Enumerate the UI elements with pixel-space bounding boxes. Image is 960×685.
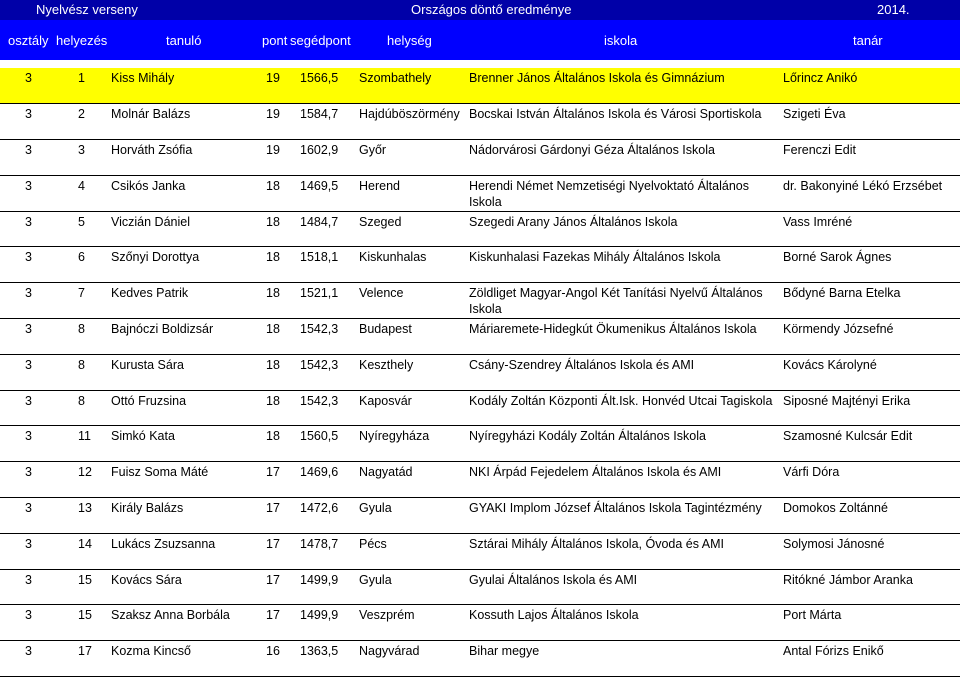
cell-helyseg: Hajdúböszörmény [357, 104, 467, 140]
cell-tanulo: Molnár Balázs [108, 104, 266, 140]
col-pont: pont [262, 33, 288, 48]
cell-tanulo: Kozma Kincső [108, 641, 266, 677]
table-row [0, 175, 960, 211]
cell-helyezes: 11 [70, 426, 108, 462]
table-row [0, 498, 960, 534]
cell-tanar: Lőrincz Anikó [777, 68, 960, 104]
table-row [0, 104, 960, 140]
cell-segedpont: 1560,5 [296, 426, 357, 462]
cell-helyseg: Velence [357, 283, 467, 319]
cell-segedpont: 1542,3 [296, 319, 357, 355]
cell-helyezes: 15 [70, 605, 108, 641]
cell-helyezes: 8 [70, 319, 108, 355]
cell-tanar: Antal Fórizs Enikő [777, 641, 960, 677]
col-tanulo: tanuló [166, 33, 202, 48]
cell-iskola: Brenner János Általános Iskola és Gimnázium [467, 68, 777, 104]
cell-osztaly: 3 [0, 140, 70, 176]
cell-osztaly: 3 [0, 605, 70, 641]
cell-pont: 16 [266, 641, 296, 677]
table-row [0, 354, 960, 390]
cell-tanulo: Bajnóczi Boldizsár [108, 319, 266, 355]
col-iskola: iskola [604, 33, 638, 48]
cell-tanar: Port Márta [777, 605, 960, 641]
cell-helyseg: Pécs [357, 533, 467, 569]
cell-tanar: Vass Imréné [777, 211, 960, 247]
competition-title: Nyelvész verseny [36, 2, 138, 17]
cell-helyseg: Keszthely [357, 354, 467, 390]
cell-iskola: Bocskai István Általános Iskola és Városi Sportiskola [467, 104, 777, 140]
cell-pont: 18 [266, 319, 296, 355]
cell-pont: 17 [266, 569, 296, 605]
table-row [0, 605, 960, 641]
cell-helyezes: 7 [70, 283, 108, 319]
cell-segedpont: 1484,7 [296, 211, 357, 247]
cell-iskola: Bihar megye [467, 641, 777, 677]
cell-tanulo: Kedves Patrik [108, 283, 266, 319]
cell-tanar: Kovács Károlyné [777, 354, 960, 390]
cell-osztaly: 3 [0, 641, 70, 677]
cell-osztaly: 3 [0, 498, 70, 534]
cell-segedpont: 1584,7 [296, 104, 357, 140]
cell-pont: 17 [266, 462, 296, 498]
cell-helyezes: 5 [70, 211, 108, 247]
cell-iskola: Nyíregyházi Kodály Zoltán Általános Iskola [467, 426, 777, 462]
cell-iskola: NKI Árpád Fejedelem Általános Iskola és AMI [467, 462, 777, 498]
cell-tanar: Siposné Majtényi Erika [777, 390, 960, 426]
cell-helyseg: Kaposvár [357, 390, 467, 426]
cell-tanulo: Szőnyi Dorottya [108, 247, 266, 283]
cell-helyezes: 14 [70, 533, 108, 569]
cell-pont: 18 [266, 426, 296, 462]
cell-tanulo: Kiss Mihály [108, 68, 266, 104]
cell-pont: 17 [266, 498, 296, 534]
cell-helyseg: Nagyvárad [357, 641, 467, 677]
cell-iskola: Kiskunhalasi Fazekas Mihály Általános Iskola [467, 247, 777, 283]
cell-pont: 17 [266, 605, 296, 641]
cell-tanulo: Lukács Zsuzsanna [108, 533, 266, 569]
cell-osztaly: 3 [0, 247, 70, 283]
cell-tanar: Domokos Zoltánné [777, 498, 960, 534]
cell-helyseg: Budapest [357, 319, 467, 355]
cell-tanulo: Ottó Fruzsina [108, 390, 266, 426]
cell-helyseg: Nyíregyháza [357, 426, 467, 462]
cell-osztaly: 3 [0, 354, 70, 390]
table-row [0, 140, 960, 176]
cell-osztaly: 3 [0, 569, 70, 605]
cell-pont: 18 [266, 175, 296, 211]
cell-helyezes: 4 [70, 175, 108, 211]
cell-tanar: Szamosné Kulcsár Edit [777, 426, 960, 462]
cell-segedpont: 1472,6 [296, 498, 357, 534]
table-row [0, 569, 960, 605]
cell-segedpont: 1518,1 [296, 247, 357, 283]
cell-iskola: Gyulai Általános Iskola és AMI [467, 569, 777, 605]
table-row [0, 641, 960, 677]
cell-tanulo: Csikós Janka [108, 175, 266, 211]
cell-iskola: Csány-Szendrey Általános Iskola és AMI [467, 354, 777, 390]
cell-helyseg: Gyula [357, 498, 467, 534]
cell-helyezes: 15 [70, 569, 108, 605]
cell-iskola: Máriaremete-Hidegkút Ökumenikus Általános Iskola [467, 319, 777, 355]
cell-osztaly: 3 [0, 211, 70, 247]
col-osztaly: osztály [8, 33, 49, 48]
cell-tanulo: Simkó Kata [108, 426, 266, 462]
cell-iskola: Herendi Német Nemzetiségi Nyelvoktató Általános Iskola [467, 175, 777, 211]
table-row [0, 247, 960, 283]
cell-helyseg: Szombathely [357, 68, 467, 104]
cell-tanar: Várfi Dóra [777, 462, 960, 498]
cell-tanar: Ritókné Jámbor Aranka [777, 569, 960, 605]
cell-segedpont: 1363,5 [296, 641, 357, 677]
cell-helyseg: Szeged [357, 211, 467, 247]
cell-tanulo: Kovács Sára [108, 569, 266, 605]
cell-segedpont: 1499,9 [296, 569, 357, 605]
cell-segedpont: 1542,3 [296, 390, 357, 426]
cell-segedpont: 1602,9 [296, 140, 357, 176]
cell-pont: 18 [266, 211, 296, 247]
cell-tanulo: Király Balázs [108, 498, 266, 534]
cell-osztaly: 3 [0, 390, 70, 426]
cell-iskola: GYAKI Implom József Általános Iskola Tagintézmény [467, 498, 777, 534]
cell-helyezes: 8 [70, 354, 108, 390]
cell-iskola: Nádorvárosi Gárdonyi Géza Általános Iskola [467, 140, 777, 176]
cell-helyezes: 13 [70, 498, 108, 534]
cell-pont: 19 [266, 140, 296, 176]
table-row [0, 319, 960, 355]
cell-helyezes: 3 [70, 140, 108, 176]
cell-helyseg: Gyula [357, 569, 467, 605]
cell-helyezes: 2 [70, 104, 108, 140]
cell-tanulo: Horváth Zsófia [108, 140, 266, 176]
cell-tanar: Solymosi Jánosné [777, 533, 960, 569]
table-row [0, 211, 960, 247]
cell-helyseg: Herend [357, 175, 467, 211]
cell-helyseg: Veszprém [357, 605, 467, 641]
column-header-row [0, 20, 960, 60]
cell-tanar: Ferenczi Edit [777, 140, 960, 176]
cell-tanar: Szigeti Éva [777, 104, 960, 140]
cell-helyezes: 12 [70, 462, 108, 498]
cell-pont: 19 [266, 68, 296, 104]
cell-helyezes: 6 [70, 247, 108, 283]
cell-tanulo: Viczián Dániel [108, 211, 266, 247]
cell-helyseg: Kiskunhalas [357, 247, 467, 283]
cell-osztaly: 3 [0, 68, 70, 104]
results-title: Országos döntő eredménye [411, 2, 572, 17]
cell-segedpont: 1469,5 [296, 175, 357, 211]
cell-osztaly: 3 [0, 283, 70, 319]
results-table [0, 68, 960, 677]
cell-osztaly: 3 [0, 533, 70, 569]
col-helyezes: helyezés [56, 33, 108, 48]
cell-iskola: Szegedi Arany János Általános Iskola [467, 211, 777, 247]
cell-pont: 19 [266, 104, 296, 140]
cell-pont: 18 [266, 247, 296, 283]
cell-helyseg: Győr [357, 140, 467, 176]
cell-iskola: Zöldliget Magyar-Angol Két Tanítási Nyelvű Általános Iskola [467, 283, 777, 319]
cell-pont: 18 [266, 390, 296, 426]
col-tanar: tanár [853, 33, 883, 48]
table-row [0, 283, 960, 319]
cell-tanulo: Kurusta Sára [108, 354, 266, 390]
cell-tanulo: Szaksz Anna Borbála [108, 605, 266, 641]
table-row [0, 390, 960, 426]
year-label: 2014. [877, 2, 910, 17]
cell-helyezes: 8 [70, 390, 108, 426]
cell-osztaly: 3 [0, 426, 70, 462]
cell-pont: 17 [266, 533, 296, 569]
cell-iskola: Sztárai Mihály Általános Iskola, Óvoda és AMI [467, 533, 777, 569]
cell-pont: 18 [266, 283, 296, 319]
table-row [0, 68, 960, 104]
cell-segedpont: 1542,3 [296, 354, 357, 390]
cell-osztaly: 3 [0, 104, 70, 140]
title-bar [0, 0, 960, 20]
cell-pont: 18 [266, 354, 296, 390]
cell-tanar: Körmendy Józsefné [777, 319, 960, 355]
header-spacer [0, 60, 960, 68]
cell-segedpont: 1566,5 [296, 68, 357, 104]
cell-segedpont: 1499,9 [296, 605, 357, 641]
cell-osztaly: 3 [0, 462, 70, 498]
cell-segedpont: 1469,6 [296, 462, 357, 498]
table-row [0, 426, 960, 462]
col-segedpont: segédpont [290, 33, 351, 48]
cell-tanar: dr. Bakonyiné Lékó Erzsébet [777, 175, 960, 211]
cell-osztaly: 3 [0, 175, 70, 211]
cell-tanulo: Fuisz Soma Máté [108, 462, 266, 498]
cell-segedpont: 1521,1 [296, 283, 357, 319]
cell-helyseg: Nagyatád [357, 462, 467, 498]
cell-iskola: Kodály Zoltán Központi Ált.Isk. Honvéd Utcai Tagiskola [467, 390, 777, 426]
table-row [0, 533, 960, 569]
results-body [0, 68, 960, 677]
cell-tanar: Borné Sarok Ágnes [777, 247, 960, 283]
cell-tanar: Bődyné Barna Etelka [777, 283, 960, 319]
table-row [0, 462, 960, 498]
cell-helyezes: 1 [70, 68, 108, 104]
cell-osztaly: 3 [0, 319, 70, 355]
cell-segedpont: 1478,7 [296, 533, 357, 569]
cell-iskola: Kossuth Lajos Általános Iskola [467, 605, 777, 641]
col-helyseg: helység [387, 33, 432, 48]
cell-helyezes: 17 [70, 641, 108, 677]
